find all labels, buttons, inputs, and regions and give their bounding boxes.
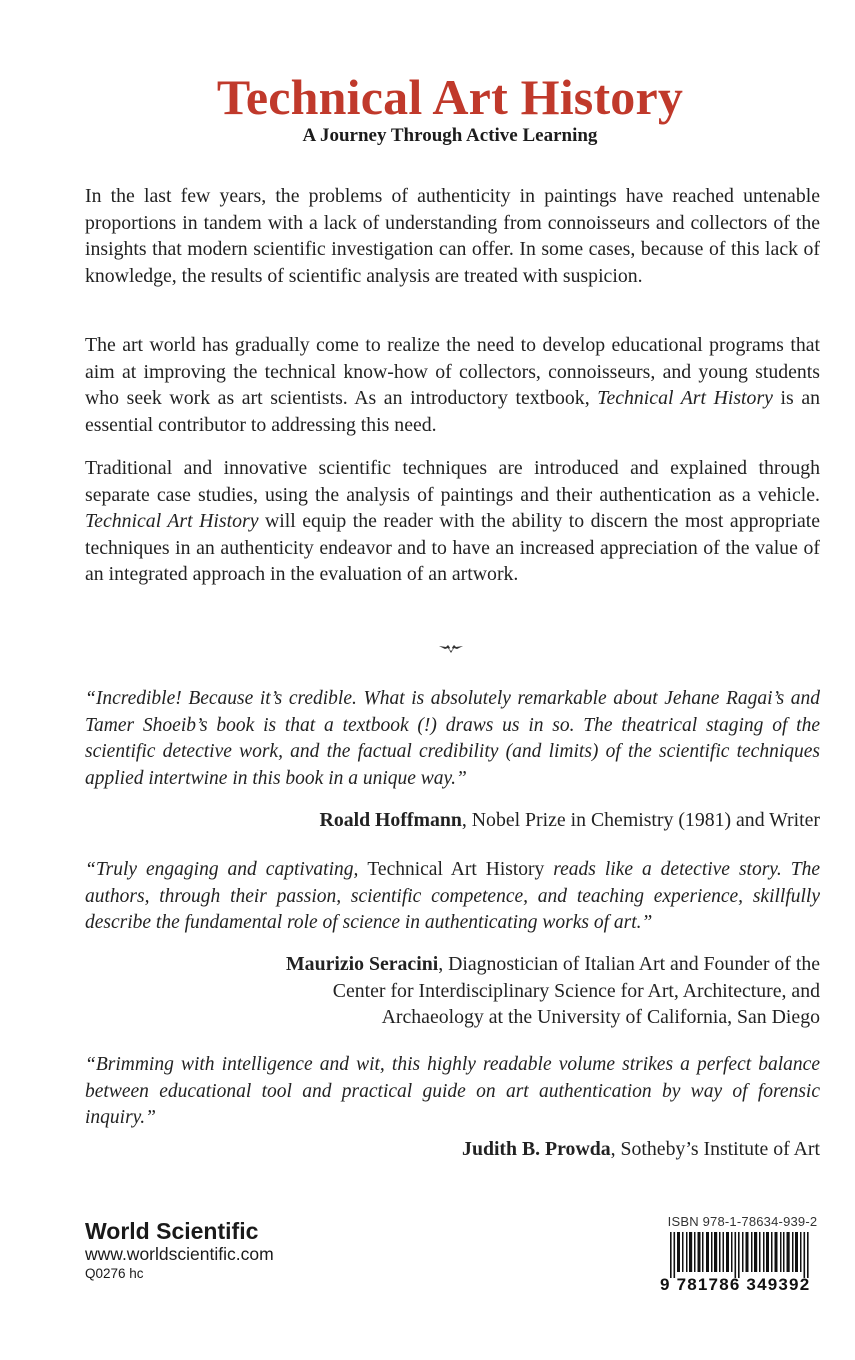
endorser-affiliation: , Diagnostician of Italian Art and Founder of the Center for Interdisciplinary Science for Art, Architecture, and Archaeology at the University of California, San Diego xyxy=(332,953,820,1028)
barcode-digits: 9 781786 349392 xyxy=(660,1275,811,1294)
fleuron-ornament-icon xyxy=(438,643,464,655)
publisher-name: World Scientific xyxy=(85,1218,259,1244)
publisher-url[interactable]: www.worldscientific.com xyxy=(85,1244,274,1264)
endorsement-quote-2 xyxy=(85,857,820,937)
endorser-name: Judith B. Prowda xyxy=(462,1138,611,1160)
book-title-italic: Technical Art History xyxy=(597,387,773,409)
endorser-name: Maurizio Seracini xyxy=(286,953,439,975)
endorsement-attribution-2 xyxy=(260,951,820,1031)
endorser-affiliation: , Nobel Prize in Chemistry (1981) and Writer xyxy=(461,809,820,831)
barcode-icon xyxy=(660,1232,825,1278)
publisher-block xyxy=(85,1218,274,1283)
book-title: Technical Art History xyxy=(216,69,684,125)
quote-text: reads like a detective story. The authors, through their passion, scientific competence, and teaching experience, skillfully describe the fundamental role of science in authenticating works of art.” xyxy=(85,859,820,934)
paragraph-text: In the last few years, the problems of authenticity in paintings have reached untenable proportions in tandem with a lack of understanding from connoisseurs and collectors of the insights that modern scientific investigation can offer. In some cases, because of this lack of knowledge, the results of scientific analysis are treated with suspicion. xyxy=(85,185,820,287)
endorsement-quote-3: “Brimming with intelligence and wit, this highly readable volume strikes a perfect balance between educational tool and practical guide on art authentication by way of forensic inquiry.” xyxy=(85,1054,820,1129)
description-paragraph-3 xyxy=(85,455,820,588)
book-subtitle: A Journey Through Active Learning xyxy=(302,125,598,146)
endorsement-attribution-1 xyxy=(220,807,820,834)
paragraph-text: is an essential contributor to addressing this need. xyxy=(85,387,821,436)
endorsement-quote-1: “Incredible! Because it’s credible. What is absolutely remarkable about Jehane Ragai’s and Tamer Shoeib’s book is that a textbook (!) draws us in so. The theatrical staging of the scientific detective work, and the factual credibility (and limits) of the scientific techniques applied intertwine in this book in a unique way.” xyxy=(85,688,820,790)
book-title-italic: Technical Art History xyxy=(85,510,259,532)
isbn-barcode-block xyxy=(660,1214,825,1294)
endorser-name: Roald Hoffmann xyxy=(319,809,462,831)
description-paragraph-2 xyxy=(85,332,820,438)
product-code: Q0276 hc xyxy=(85,1266,144,1281)
endorsement-attribution-3 xyxy=(220,1136,820,1163)
book-title-roman: Technical Art History xyxy=(367,859,545,880)
paragraph-text: The art world has gradually come to realize the need to develop educational programs that aim at improving the technical know-how of collectors, connoisseurs, and young students who seek work as art scientists. As an introductory textbook, xyxy=(85,334,820,409)
paragraph-text: will equip the reader with the ability to discern the most appropriate techniques in an authenticity endeavor and to have an increased appreciation of the value of an integrated approach in the evaluation of an artwork. xyxy=(85,510,821,585)
isbn-label: ISBN 978-1-78634-939-2 xyxy=(667,1214,818,1229)
quote-text: “Truly engaging and captivating, xyxy=(85,859,368,880)
endorser-affiliation: , Sotheby’s Institute of Art xyxy=(610,1138,820,1160)
description-paragraph-1 xyxy=(85,183,820,289)
paragraph-text: Traditional and innovative scientific techniques are introduced and explained through separate case studies, using the analysis of paintings and their authentication as a vehicle. xyxy=(85,457,820,506)
